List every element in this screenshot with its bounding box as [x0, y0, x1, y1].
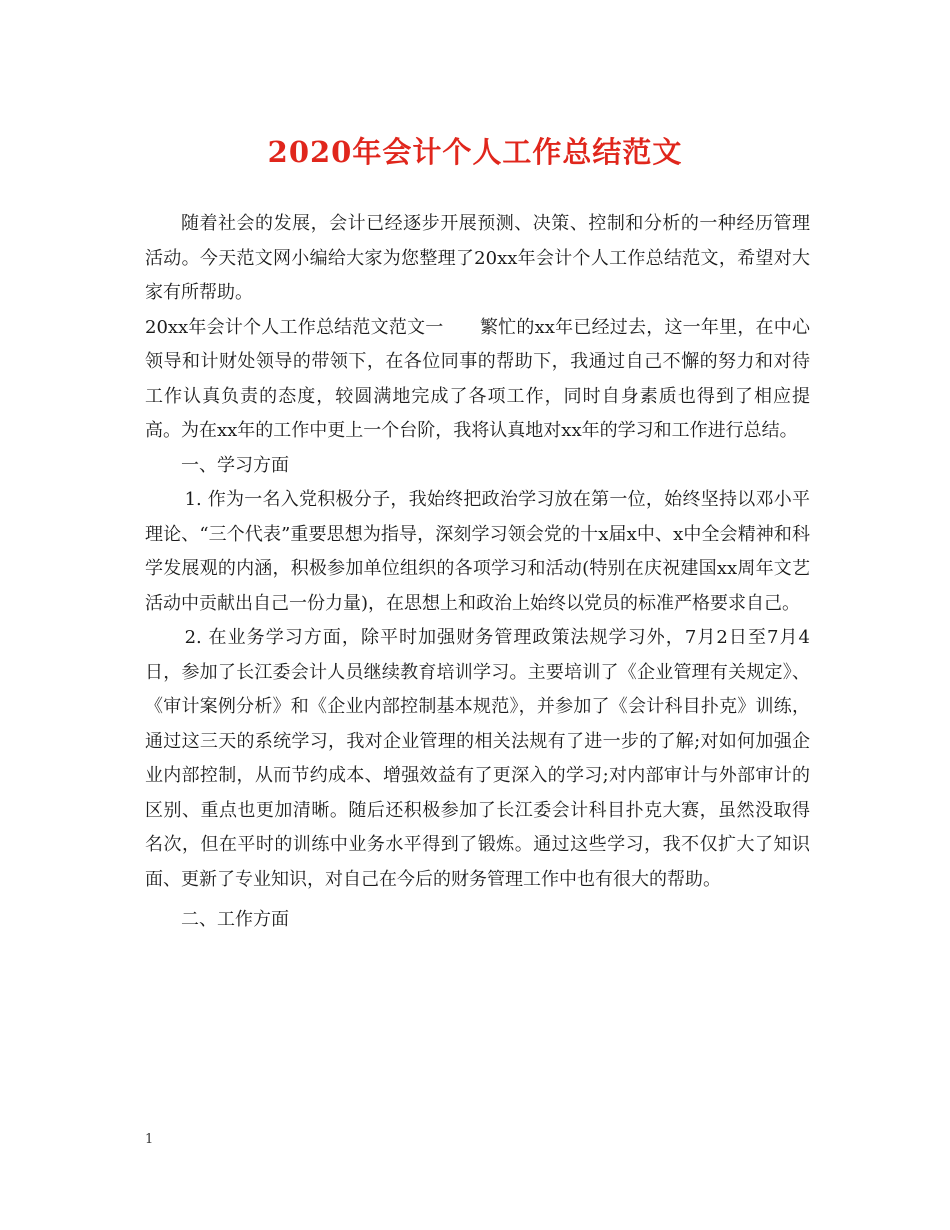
intro-paragraph: 随着社会的发展，会计已经逐步开展预测、决策、控制和分析的一种经历管理活动。今天范文网小编给大家为您整理了20xx年会计个人工作总结范文，希望对大家有所帮助。 — [145, 213, 810, 303]
section-heading-work: 二、工作方面 — [181, 909, 289, 930]
page-title: 2020年会计个人工作总结范文 — [267, 135, 683, 169]
study-item-1: 1. 作为一名入党积极分子，我始终把政治学习放在第一位，始终坚持以邓小平理论、“三个代表”重要思想为指导，深刻学习领会党的十x届x中、x中全会精神和科学发展观的内涵，积极参加单位组织的各项学习和活动(特别在庆祝建国xx周年文艺活动中贡献出自己一份力量)，在思想上和政治上始终以党员的标准严格要求自己。 — [145, 489, 810, 614]
sample-one-paragraph: 20xx年会计个人工作总结范文范文一 繁忙的xx年已经过去，这一年里，在中心领导和计财处领导的带领下，在各位同事的帮助下，我通过自己不懈的努力和对待工作认真负责的态度，较圆满地完成了各项工作，同时自身素质也得到了相应提高。为在xx年的工作中更上一个台阶，我将认真地对xx年的学习和工作进行总结。 — [145, 316, 810, 441]
section-heading-study: 一、学习方面 — [181, 454, 289, 476]
page-number: 1 — [145, 1132, 154, 1147]
study-item-2: 2. 在业务学习方面，除平时加强财务管理政策法规学习外，7月2日至7月4日，参加了长江委会计人员继续教育培训学习。主要培训了《企业管理有关规定》、《审计案例分析》和《企业内部控制基本规范》，并参加了《会计科目扑克》训练，通过这三天的系统学习，我对企业管理的相关法规有了进一步的了解;对如何加强企业内部控制，从而节约成本、增强效益有了更深入的学习;对内部审计与外部审计的区别、重点也更加清晰。随后还积极参加了长江委会计科目扑克大赛，虽然没取得名次，但在平时的训练中业务水平得到了锻炼。通过这些学习，我不仅扩大了知识面、更新了专业知识，对自己在今后的财务管理工作中也有很大的帮助。 — [145, 627, 810, 890]
document-body — [145, 207, 810, 938]
